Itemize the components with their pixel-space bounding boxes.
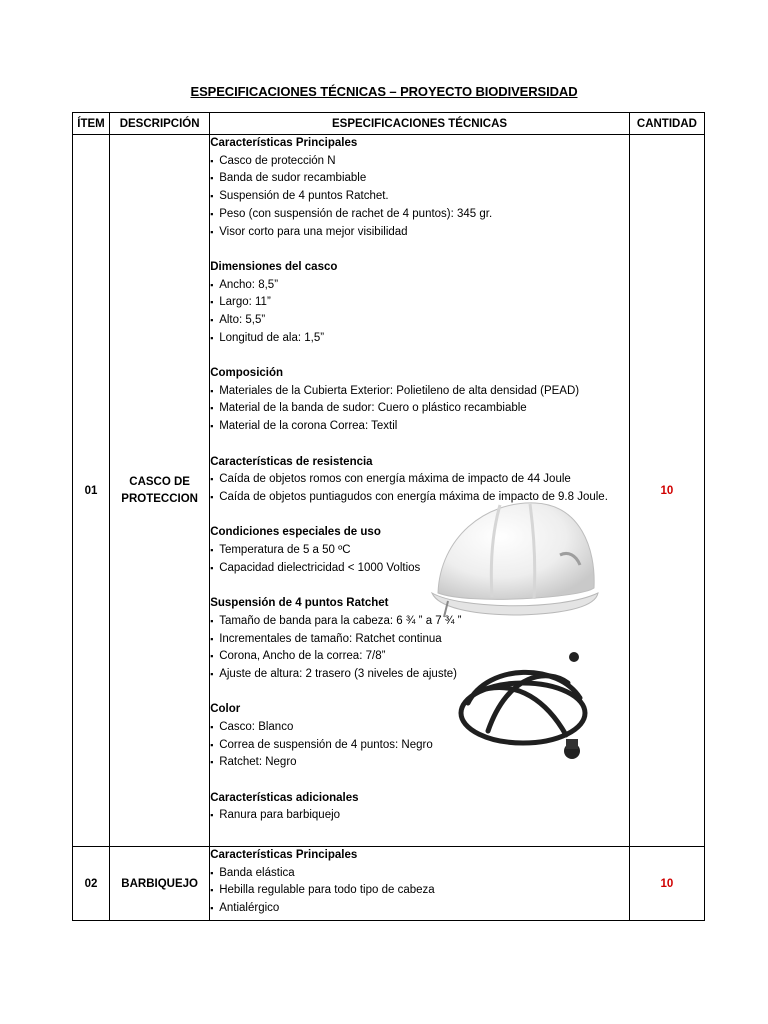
list-item: ▪ Ancho: 8,5” [210,277,629,295]
list-item: ▪ Alto: 5,5” [210,312,629,330]
list-item: ▪ Material de la corona Correa: Textil [210,418,629,436]
list-item: ▪ Ranura para barbiquejo [210,807,629,825]
description-line: CASCO DE [129,475,190,488]
list-item: ▪ Caída de objetos romos con energía máxima de impacto de 44 Joule [210,471,629,489]
bullet-list [210,471,629,506]
list-item: ▪ Hebilla regulable para todo tipo de cabeza [210,882,629,900]
section-title: Dimensiones del casco [210,260,338,273]
section-title: Color [210,703,241,716]
row-specifications [210,847,630,921]
list-item: ▪ Materiales de la Cubierta Exterior: Polietileno de alta densidad (PEAD) [210,383,629,401]
list-item: ▪ Casco: Blanco [210,719,629,737]
bullet-list [210,153,629,242]
list-item: ▪ Caída de objetos puntiagudos con energía máxima de impacto de 9.8 Joule. [210,489,629,507]
list-item: ▪ Suspensión de 4 puntos Ratchet. [210,188,629,206]
list-item: ▪ Incrementales de tamaño: Ratchet continua [210,631,629,649]
row-specifications [210,135,630,847]
section-title: Características adicionales [210,791,359,804]
section-title: Condiciones especiales de uso [210,526,381,539]
section-title: Características de resistencia [210,455,373,468]
list-item: ▪ Largo: 11” [210,294,629,312]
bullet-list [210,865,629,918]
list-item: ▪ Visor corto para una mejor visibilidad [210,224,629,242]
header-specs: ESPECIFICACIONES TÉCNICAS [210,113,630,135]
row-description: BARBIQUEJO [110,847,210,921]
header-description: DESCRIPCIÓN [110,113,210,135]
row-item-number: 01 [73,135,110,847]
list-item: ▪ Longitud de ala: 1,5” [210,330,629,348]
bullet-list [210,383,629,436]
section-title: Características Principales [210,849,358,861]
list-item: ▪ Ajuste de altura: 2 trasero (3 niveles de ajuste) [210,666,629,684]
document-title: ESPECIFICACIONES TÉCNICAS – PROYECTO BIODIVERSIDAD [190,84,578,99]
list-item: ▪ Casco de protección N [210,153,629,171]
description-line: PROTECCION [121,492,198,505]
list-item: ▪ Banda elástica [210,865,629,883]
section-title: Características Principales [210,137,358,149]
table-row [73,135,705,847]
list-item: ▪ Correa de suspensión de 4 puntos: Negro [210,737,629,755]
section-title: Suspensión de 4 puntos Ratchet [210,597,389,610]
table-header-row [73,113,705,135]
section-title: Composición [210,367,284,380]
row-quantity: 10 [629,847,704,921]
list-item: ▪ Temperatura de 5 a 50 ºC [210,542,629,560]
list-item: ▪ Antialérgico [210,900,629,918]
header-quantity: CANTIDAD [629,113,704,135]
list-item: ▪ Banda de sudor recambiable [210,170,629,188]
list-item: ▪ Peso (con suspensión de rachet de 4 puntos): 345 gr. [210,206,629,224]
bullet-list [210,807,629,825]
row-quantity: 10 [629,135,704,847]
header-item: ÍTEM [73,113,110,135]
row-item-number: 02 [73,847,110,921]
list-item: ▪ Material de la banda de sudor: Cuero o plástico recambiable [210,400,629,418]
list-item: ▪ Tamaño de banda para la cabeza: 6 ¾ ” a 7 ¾ ” [210,613,629,631]
bullet-list [210,542,629,577]
table-row [73,847,705,921]
row-description [110,135,210,847]
bullet-list [210,277,629,348]
list-item: ▪ Capacidad dielectricidad < 1000 Voltios [210,560,629,578]
list-item: ▪ Ratchet: Negro [210,754,629,772]
suspension-image [448,643,598,763]
list-item: ▪ Corona, Ancho de la correa: 7/8” [210,648,629,666]
specifications-table [72,112,705,921]
